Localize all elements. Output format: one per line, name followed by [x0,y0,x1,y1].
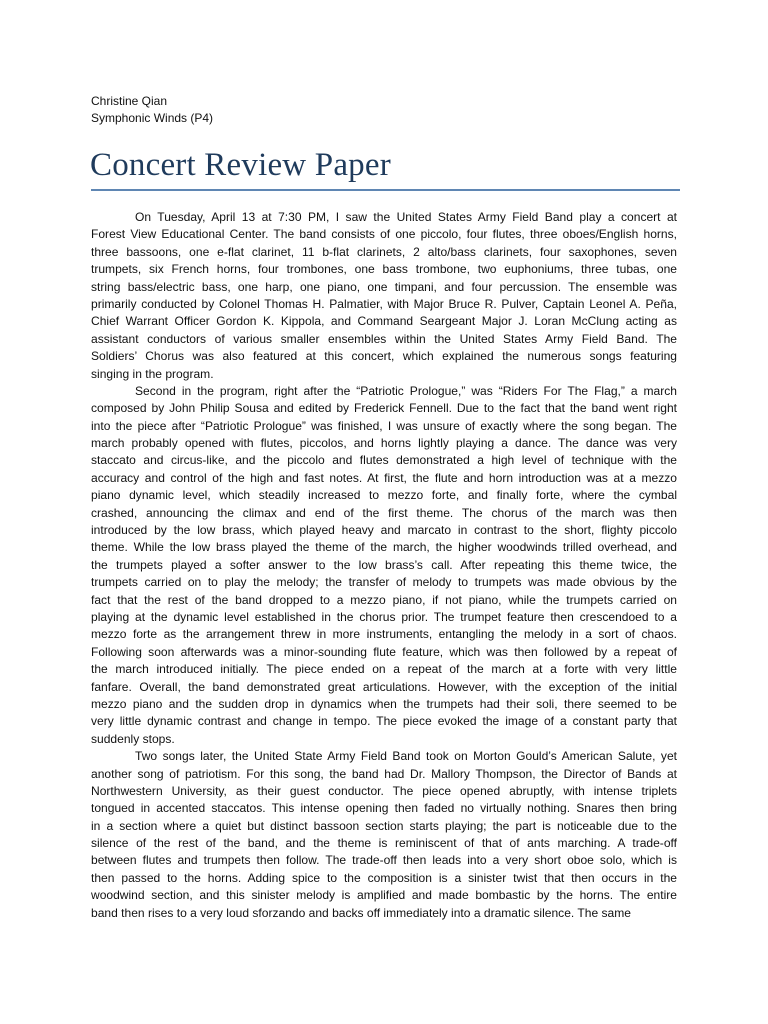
text-line: Forest View Educational Center. The band consists of one piccolo, four flutes, three oboes/English horns, [91,227,677,242]
text-line: band then rises to a very loud sforzando and backs off immediately into a dramatic silence. The same [91,905,631,920]
paragraph [91,383,677,748]
text-line: playing at the dynamic level established in the chorus prior. The trumpet feature then crescendoed to a [91,609,677,624]
author-name: Christine Qian [91,94,168,108]
text-line: crashed, announcing the climax and end of the first theme. The chorus of the march was then [91,505,677,520]
text-line: march probably opened with flutes, piccolos, and horns lightly playing a dance. The dance was very [91,436,677,451]
text-line: tongued in accented staccatos. This intense opening then faded no virtually nothing. Snares then bring [91,801,677,816]
paragraph [91,209,677,383]
text-line: another song of patriotism. For this song, the band had Dr. Mallory Thompson, the Director of Bands at [91,766,677,781]
document-body [91,209,677,922]
text-line: the march introduced initially. The piece ended on a repeat of the march at a forte with very little [91,662,677,677]
text-line: the trumpets played a softer answer to the low brass’s call. After repeating this theme twice, the [91,557,677,572]
text-line: string bass/electric bass, one harp, one piano, one timpani, and four percussion. The ensemble was [91,279,677,294]
text-line: introduced by the low brass, which played heavy and marcato in contrast to the short, flighty piccolo [91,523,677,538]
page-title: Concert Review Paper [90,147,391,183]
text-line: mezzo piano and the sudden drop in dynamics when the trumpets had their soli, there seemed to be [91,696,677,711]
text-line: Two songs later, the United State Army Field Band took on Morton Gould’s American Salute, yet [135,749,677,764]
text-line: silence of the rest of the band, and the theme is reminiscent of that of ants marching. A trade-off [91,836,677,851]
text-line: Second in the program, right after the “Patriotic Prologue,” was “Riders For The Flag,” a march [135,383,677,398]
text-line: in a section where a quiet but distinct bassoon section starts playing; the part is noticeable due to the [91,818,677,833]
text-line: On Tuesday, April 13 at 7:30 PM, I saw the United States Army Field Band play a concert at [135,210,677,224]
text-line: primarily conducted by Colonel Thomas H. Palmatier, with Major Bruce R. Pulver, Captain Leonel A. Peña, [91,296,677,311]
text-line: mezzo forte as the arrangement threw in more instruments, entangling the melody in a sort of chaos. [91,627,677,642]
text-line: Soldiers’ Chorus was also featured at this concert, which explained the numerous songs featuring [91,349,677,364]
author-block [91,93,213,127]
text-line: between flutes and trumpets then follow. The trade-off then leads into a very short oboe solo, which is [91,853,677,868]
text-line: theme. While the low brass played the theme of the march, the higher woodwinds trilled overhead, and [91,540,677,555]
text-line: into the piece after “Patriotic Prologue” was finished, I was unsure of exactly where the song began. The [91,418,677,433]
text-line: Following soon afterwards was a minor-sounding flute feature, which was then followed by a repeat of [91,644,677,659]
text-line: three bassoons, one e-flat clarinet, 11 b-flat clarinets, 2 alto/bass clarinets, four saxophones, seven [91,244,677,259]
text-line: piano dynamic level, which steadily increased to mezzo forte, and finally forte, where the cymbal [91,488,677,503]
text-line: Northwestern University, as their guest conductor. The piece opened abruptly, with intense triplets [91,783,677,798]
text-line: staccato and circus-like, and the piccolo and flutes demonstrated a high level of technique with the [91,453,677,468]
text-line: then passed to the horns. Adding spice to the composition is a sinister twist that then occurs in the [91,870,677,885]
course-name: Symphonic Winds (P4) [91,111,214,125]
text-line: singing in the program. [91,366,214,381]
text-line: composed by John Philip Sousa and edited by Frederick Fennell. Due to the fact that the band went right [91,401,677,416]
paragraph [91,748,677,922]
text-line: fanfare. Overall, the band demonstrated great articulations. However, with the exception of the initial [91,679,677,694]
text-line: suddenly stops. [91,731,175,746]
text-line: woodwind section, and this sinister melody is amplified and made bombastic by the horns. The entire [91,888,677,903]
text-line: trumpets carried on to play the melody; the transfer of melody to trumpets was made obvious by the [91,575,677,590]
text-line: assistant conductors of various smaller ensembles within the United States Army Field Band. The [91,331,677,346]
title-underline [91,189,680,191]
text-line: trumpets, six French horns, four trombones, one bass trombone, two euphoniums, three tubas, one [91,262,677,277]
text-line: accuracy and control of the high and fast notes. At first, the flute and horn introduction was at a mezzo [91,470,677,485]
text-line: fact that the rest of the band dropped to a mezzo piano, if not piano, while the trumpets carried on [91,592,677,607]
text-line: Chief Warrant Officer Gordon K. Kippola, and Command Seargeant Major J. Loran McClung acting as [91,314,677,329]
text-line: very little dynamic contrast and change in tempo. The piece evoked the image of a constant party that [91,714,677,729]
